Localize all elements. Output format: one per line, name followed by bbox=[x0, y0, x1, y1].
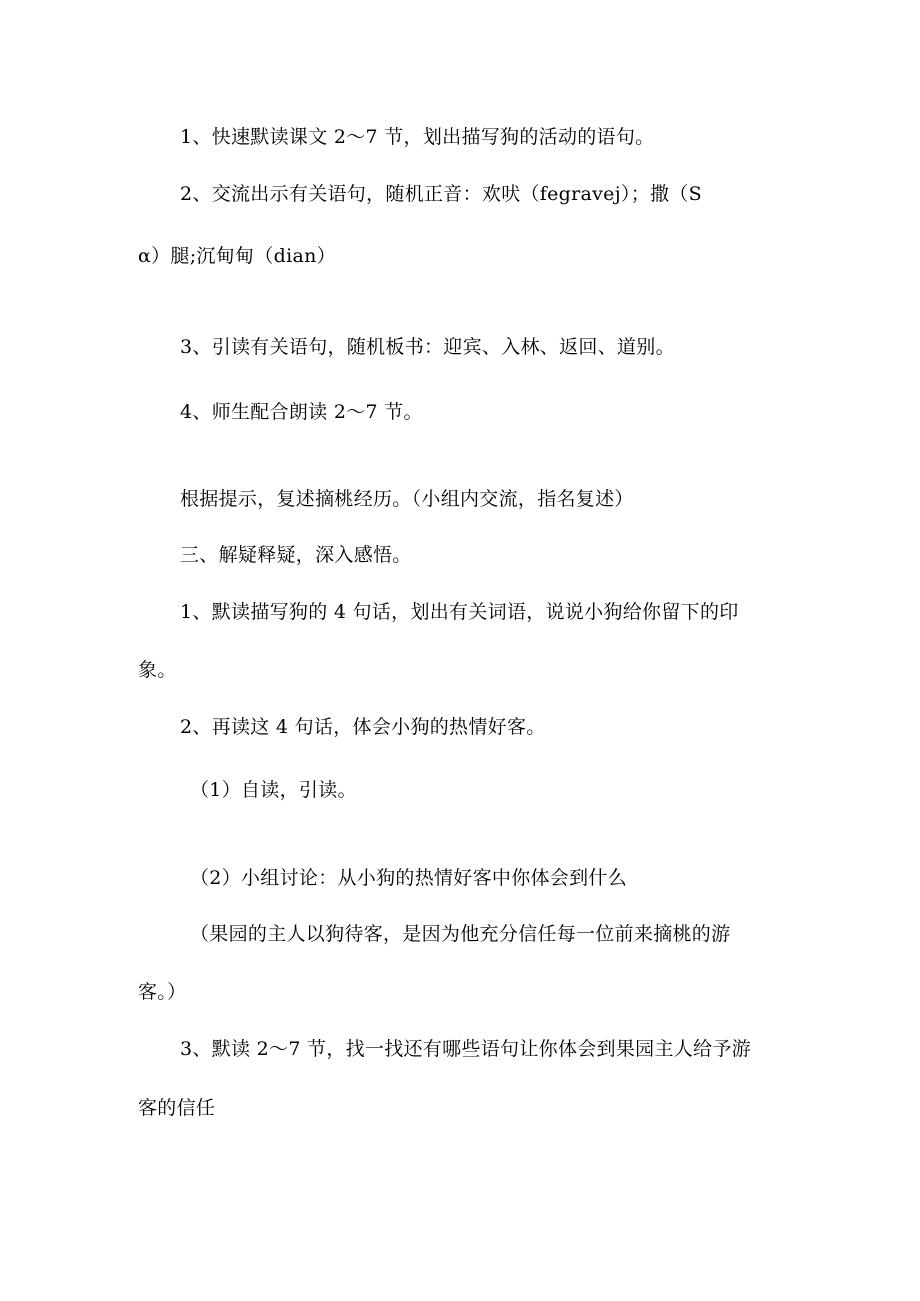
text-line: 根据提示，复述摘桃经历。（小组内交流，指名复述） bbox=[180, 488, 634, 510]
section-heading: 三、解疑释疑，深入感悟。 bbox=[180, 544, 412, 566]
text-line: 象。 bbox=[138, 659, 177, 681]
text-line: （1）自读，引读。 bbox=[190, 779, 357, 801]
text-line: 3、默读 2～7 节，找一找还有哪些语句让你体会到果园主人给予游 bbox=[180, 1038, 751, 1060]
text-line: 客的信任 bbox=[138, 1097, 216, 1119]
text-line: 4、师生配合朗读 2～7 节。 bbox=[180, 401, 423, 423]
text-line: （2）小组讨论：从小狗的热情好客中你体会到什么 bbox=[190, 867, 627, 889]
text-line: 1、默读描写狗的 4 句话，划出有关词语，说说小狗给你留下的印 bbox=[180, 601, 739, 623]
text-line: 客。） bbox=[138, 981, 187, 1003]
text-line: 1、快速默读课文 2～7 节，划出描写狗的活动的语句。 bbox=[180, 126, 655, 148]
text-line: 3、引读有关语句，随机板书：迎宾、入林、返回、道别。 bbox=[180, 336, 675, 358]
text-line: （果园的主人以狗待客，是因为他充分信任每一位前来摘桃的游 bbox=[190, 923, 731, 945]
text-line: 2、交流出示有关语句，随机正音：欢吠（fegravej）；撒（S bbox=[180, 183, 702, 205]
text-line: α）腿;沉甸甸（dian） bbox=[138, 245, 336, 267]
text-line: 2、再读这 4 句话，体会小狗的热情好客。 bbox=[180, 716, 546, 738]
